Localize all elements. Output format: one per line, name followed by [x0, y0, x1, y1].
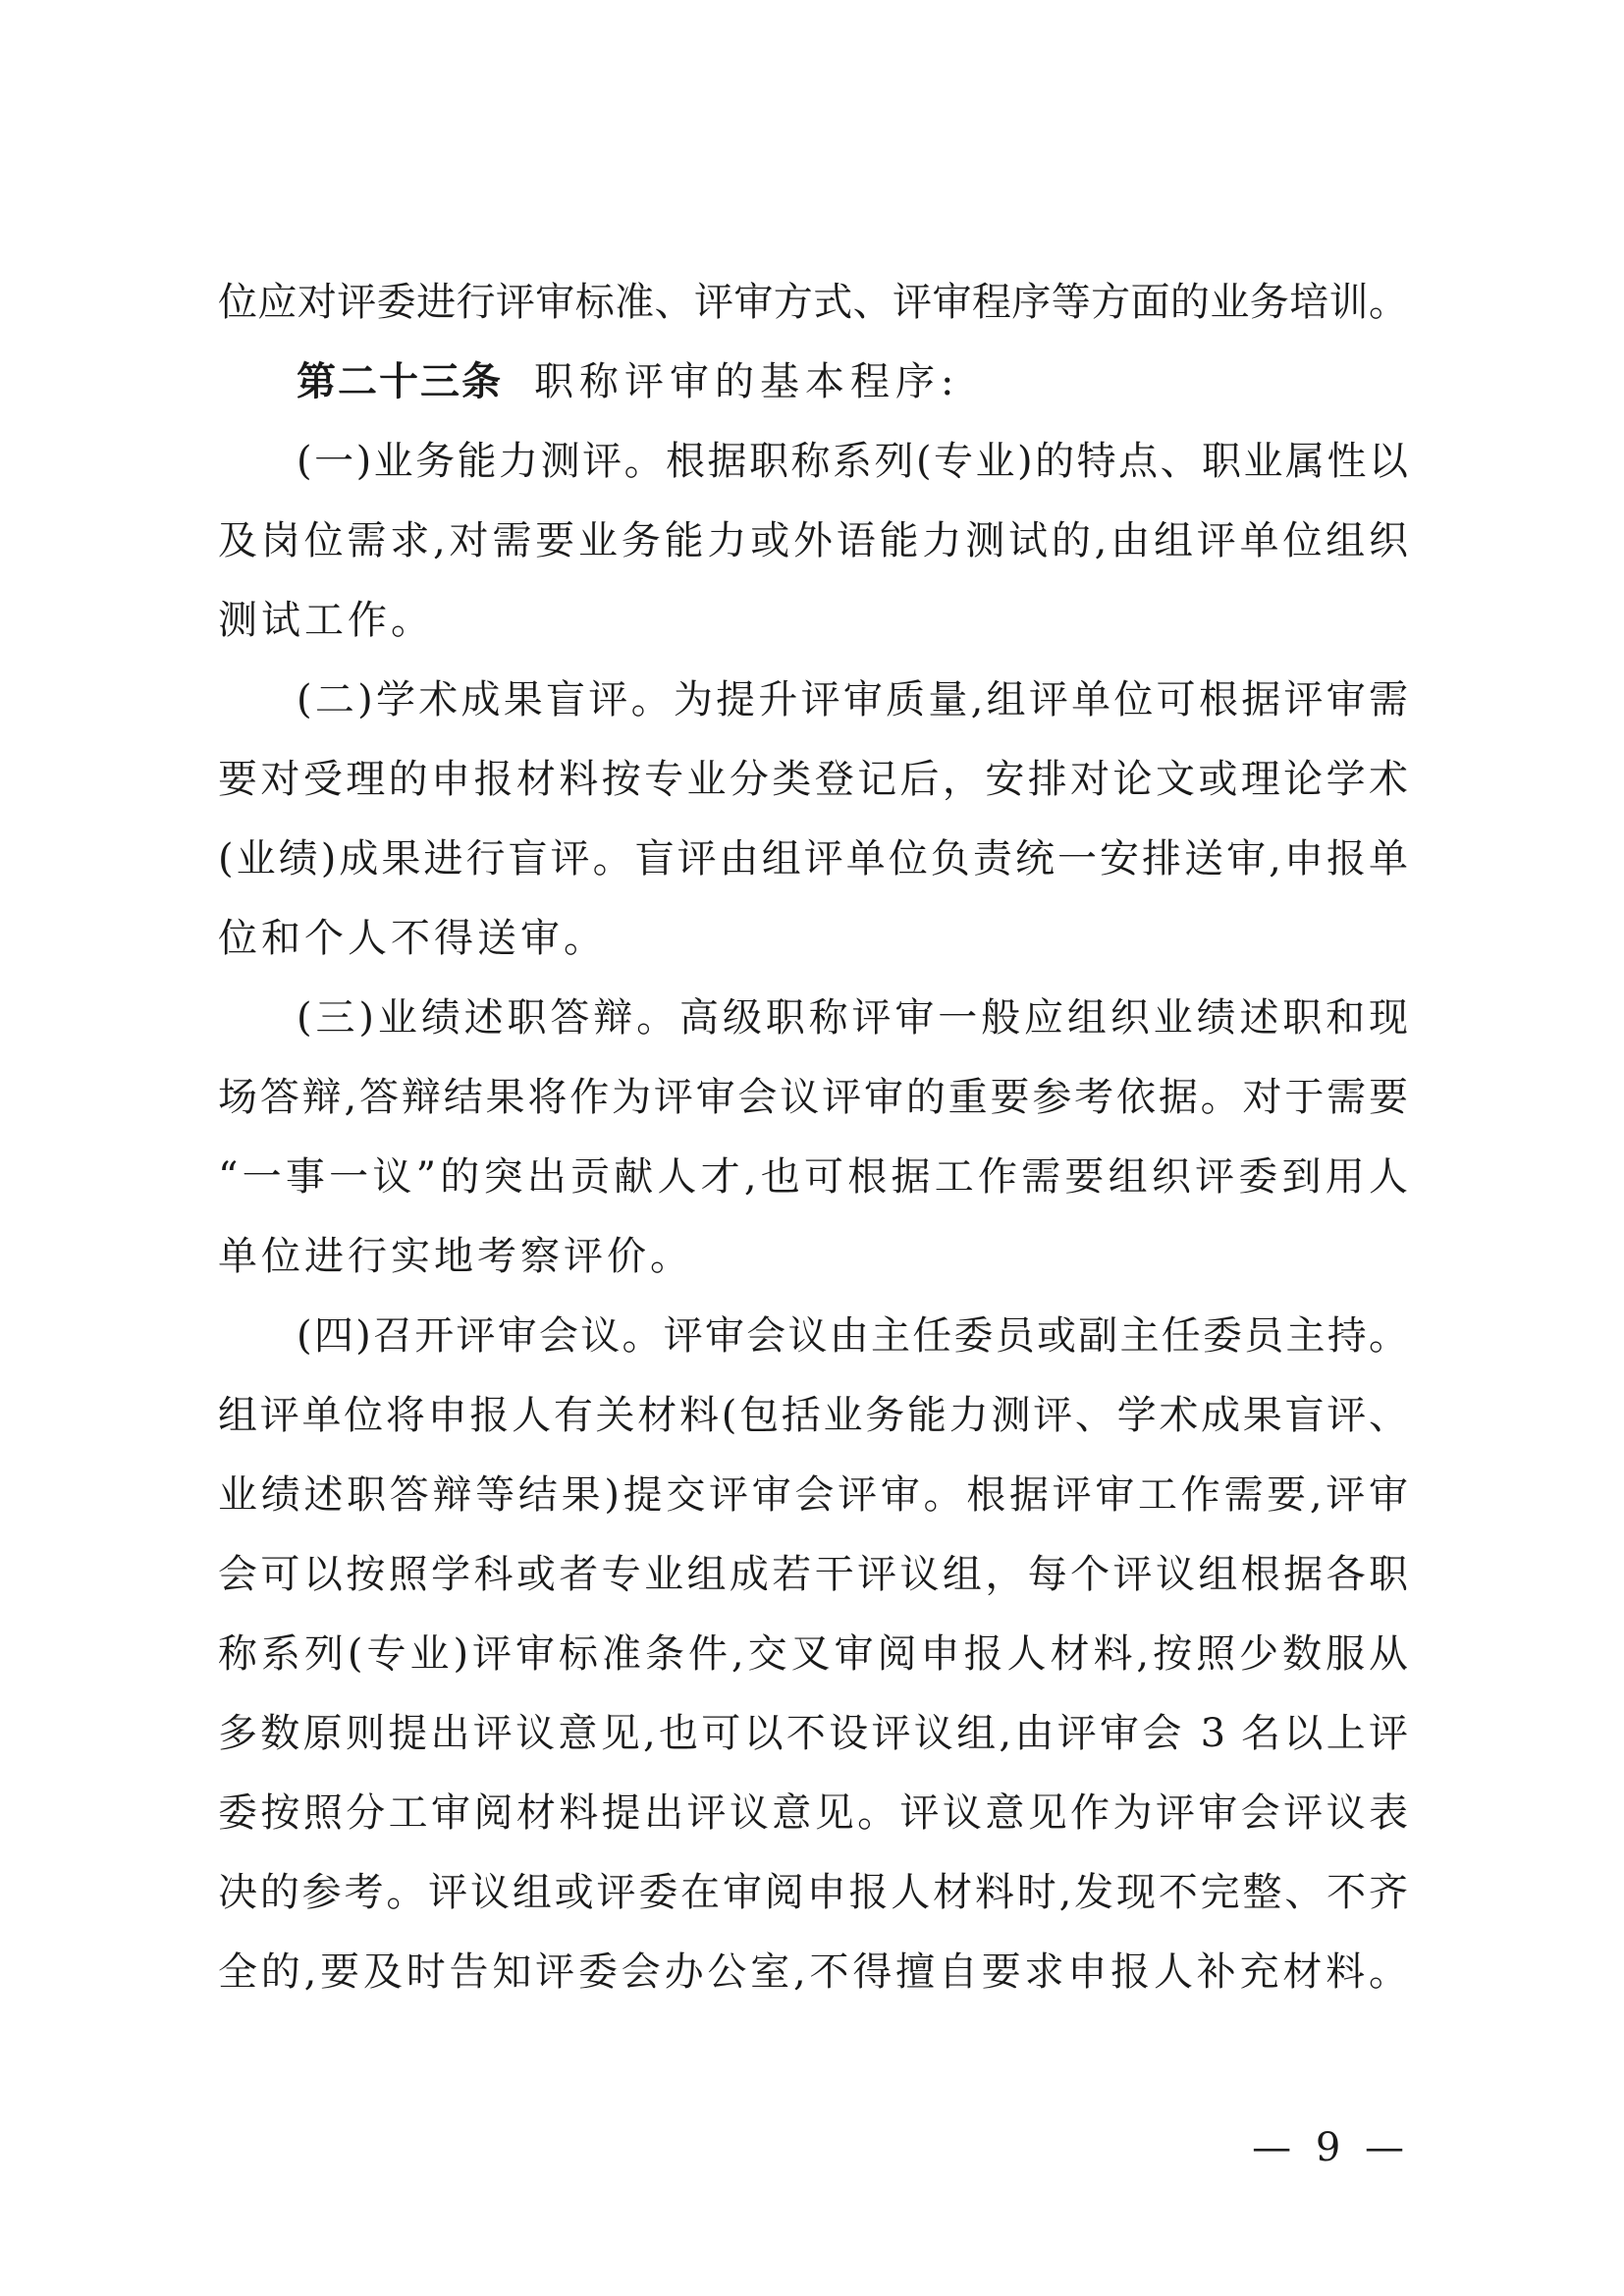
paragraph-4-line: 会可以按照学科或者专业组成若干评议组，每个评议组根据各职: [218, 1552, 1408, 1597]
article-title: 职称评审的基本程序:: [534, 359, 960, 404]
paragraph-4-line: 称系列(专业)评审标准条件,交叉审阅申报人材料,按照少数服从: [218, 1631, 1408, 1677]
text-line: 位应对评委进行评审标准、评审方式、评审程序等方面的业务培训。: [218, 280, 1408, 325]
paragraph-2-line: (业绩)成果进行盲评。盲评由组评单位负责统一安排送审,申报单: [218, 836, 1408, 881]
paragraph-2-line: 要对受理的申报材料按专业分类登记后，安排对论文或理论学术: [218, 757, 1408, 802]
paragraph-3-line: (三)业绩述职答辩。高级职称评审一般应组织业绩述职和现: [297, 995, 1408, 1041]
document-body: [218, 263, 1408, 2012]
page-number: — 9 —: [1252, 2125, 1410, 2170]
paragraph-4-line: 多数原则提出评议意见,也可以不设评议组,由评审会 3 名以上评: [218, 1711, 1408, 1756]
paragraph-4-line: 决的参考。评议组或评委在审阅申报人材料时,发现不完整、不齐: [218, 1870, 1408, 1915]
paragraph-2-line: 位和个人不得送审。: [218, 916, 607, 961]
paragraph-4-line: 业绩述职答辩等结果)提交评审会评审。根据评审工作需要,评审: [218, 1472, 1408, 1518]
paragraph-2-line: (二)学术成果盲评。为提升评审质量,组评单位可根据评审需: [297, 677, 1408, 722]
paragraph-3-line: 单位进行实地考察评价。: [218, 1234, 693, 1279]
paragraph-1-line: 及岗位需求,对需要业务能力或外语能力测试的,由组评单位组织: [218, 518, 1408, 563]
paragraph-1-line: (一)业务能力测评。根据职称系列(专业)的特点、职业属性以: [297, 439, 1408, 484]
paragraph-4-line: 组评单位将申报人有关材料(包括业务能力测评、学术成果盲评、: [218, 1393, 1408, 1438]
article-number: 第二十三条: [297, 359, 503, 404]
paragraph-4-line: 委按照分工审阅材料提出评议意见。评议意见作为评审会评议表: [218, 1790, 1408, 1836]
paragraph-4-line: 全的,要及时告知评委会办公室,不得擅自要求申报人补充材料。: [218, 1949, 1408, 1995]
paragraph-4-line: (四)召开评审会议。评审会议由主任委员或副主任委员主持。: [297, 1313, 1408, 1359]
paragraph-3-line: 场答辩,答辩结果将作为评审会议评审的重要参考依据。对于需要: [218, 1075, 1408, 1120]
article-heading: [218, 343, 1408, 422]
paragraph-3-line: “一事一议”的突出贡献人才,也可根据工作需要组织评委到用人: [218, 1154, 1408, 1200]
paragraph-1-line: 测试工作。: [218, 598, 434, 643]
